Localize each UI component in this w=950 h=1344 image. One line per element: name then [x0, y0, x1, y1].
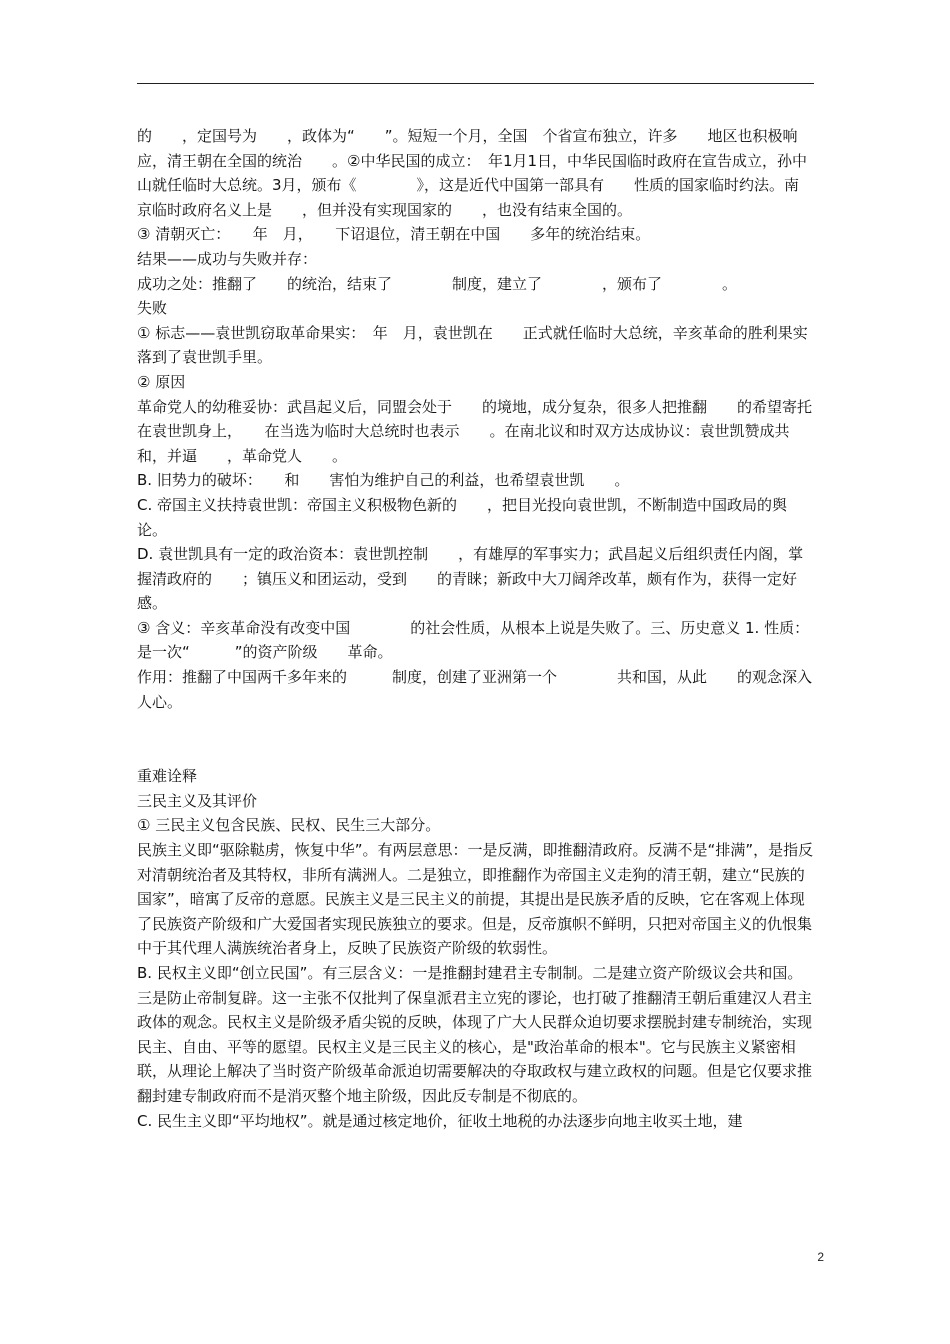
paragraph: ① 三民主义包含民族、民权、民生三大部分。: [137, 816, 441, 835]
paragraph: C. 民生主义即“平均地权”。就是通过核定地价，征收土地税的办法逐步向地主收买土地，建: [137, 1111, 743, 1130]
paragraph: ③ 清朝灭亡： 年 月， 下诏退位，清王朝在中国 多年的统治结束。: [137, 225, 651, 244]
paragraph: 的 ，定国号为 ，政体为“ ”。短短一个月，全国 个省宣布独立，许多 地区也积极响应，清王朝在全国的统治 。②中华民国的成立： 年1月1日，中华民国临时政府在宣告成立，孙中山就任临时大总统。3月，颁布《 》，这是近代中国第一部具有 性质的国家临时约法。南京临时政府名义上是 ，但并没有实现国家的 ，也没有结束全国的。: [137, 127, 808, 219]
paragraph: 民族主义即“驱除鞑虏，恢复中华”。有两层意思：一是反满，即推翻清政府。反满不是“排满”，是指反对清朝统治者及其特权，非所有满洲人。二是独立，即推翻作为帝国主义走狗的清王朝，建立“民族的国家”，暗寓了反帝的意愿。民族主义是三民主义的前提，其提出是民族矛盾的反映，它在客观上体现了民族资产阶级和广大爱国者实现民族独立的要求。但是，反帝旗帜不鲜明，只把对帝国主义的仇恨集中于其代理人满族统治者身上，反映了民族资产阶级的软弱性。: [137, 841, 814, 958]
paragraph: B. 民权主义即“创立民国”。有三层含义：一是推翻封建君主专制制。二是建立资产阶级议会共和国。三是防止帝制复辟。这一主张不仅批判了保皇派君主立宪的谬论，也打破了推翻清王朝后重建汉人君主政体的观念。民权主义是阶级矛盾尖锐的反映，体现了广大人民群众迫切要求摆脱封建专制统治，实现民主、自由、平等的愿望。民权主义是三民主义的核心，是"政治革命的根本"。它与民族主义紧密相联，从理论上解决了当时资产阶级革命派迫切需要解决的夺取政权与建立政权的问题。但是它仅要求推翻封建专制政府而不是消灭整个地主阶级，因此反专制是不彻底的。: [137, 964, 813, 1105]
paragraph: 失败: [137, 299, 168, 318]
paragraph: 革命党人的幼稚妥协：武昌起义后，同盟会处于 的境地，成分复杂，很多人把推翻 的希望寄托在袁世凯身上， 在当选为临时大总统时也表示 。在南北议和时双方达成协议：袁世凯赞成共和，并逼 ，革命党人 。: [137, 397, 813, 465]
paragraph: ③ 含义：辛亥革命没有改变中国 的社会性质，从根本上说是失败了。三、历史意义 1. 性质：是一次“ ”的资产阶级 革命。: [137, 618, 810, 662]
paragraph: ① 标志——袁世凯窃取革命果实： 年 月，袁世凯在 正式就任临时大总统，辛亥革命的胜利果实落到了袁世凯手里。: [137, 323, 808, 367]
subsection-heading: 三民主义及其评价: [137, 791, 258, 810]
paragraph: D. 袁世凯具有一定的政治资本：袁世凯控制 ，有雄厚的军事实力；武昌起义后组织责任内阁，掌握清政府的 ；镇压义和团运动，受到 的青睐；新政中大刀阔斧改革，颇有作为，获得一定好感。: [137, 545, 804, 613]
paragraph: C. 帝国主义扶持袁世凯：帝国主义积极物色新的 ，把目光投向袁世凯，不断制造中国政局的舆论。: [137, 495, 788, 539]
header-rule: [137, 83, 814, 84]
paragraph: ② 原因: [137, 372, 186, 391]
paragraph: 结果——成功与失败并存：: [137, 249, 318, 268]
body-text: [137, 124, 814, 1133]
section-heading: 重难诠释: [137, 767, 198, 786]
paragraph: 成功之处：推翻了 的统治，结束了 制度，建立了 ，颁布了 。: [137, 274, 738, 293]
section-gap: [137, 714, 814, 764]
paragraph: 作用：推翻了中国两千多年来的 制度，创建了亚洲第一个 共和国，从此 的观念深入人心。: [137, 668, 813, 711]
paragraph: B. 旧势力的破坏： 和 害怕为维护自己的利益，也希望袁世凯 。: [137, 471, 630, 490]
page-number: 2: [817, 1250, 824, 1264]
